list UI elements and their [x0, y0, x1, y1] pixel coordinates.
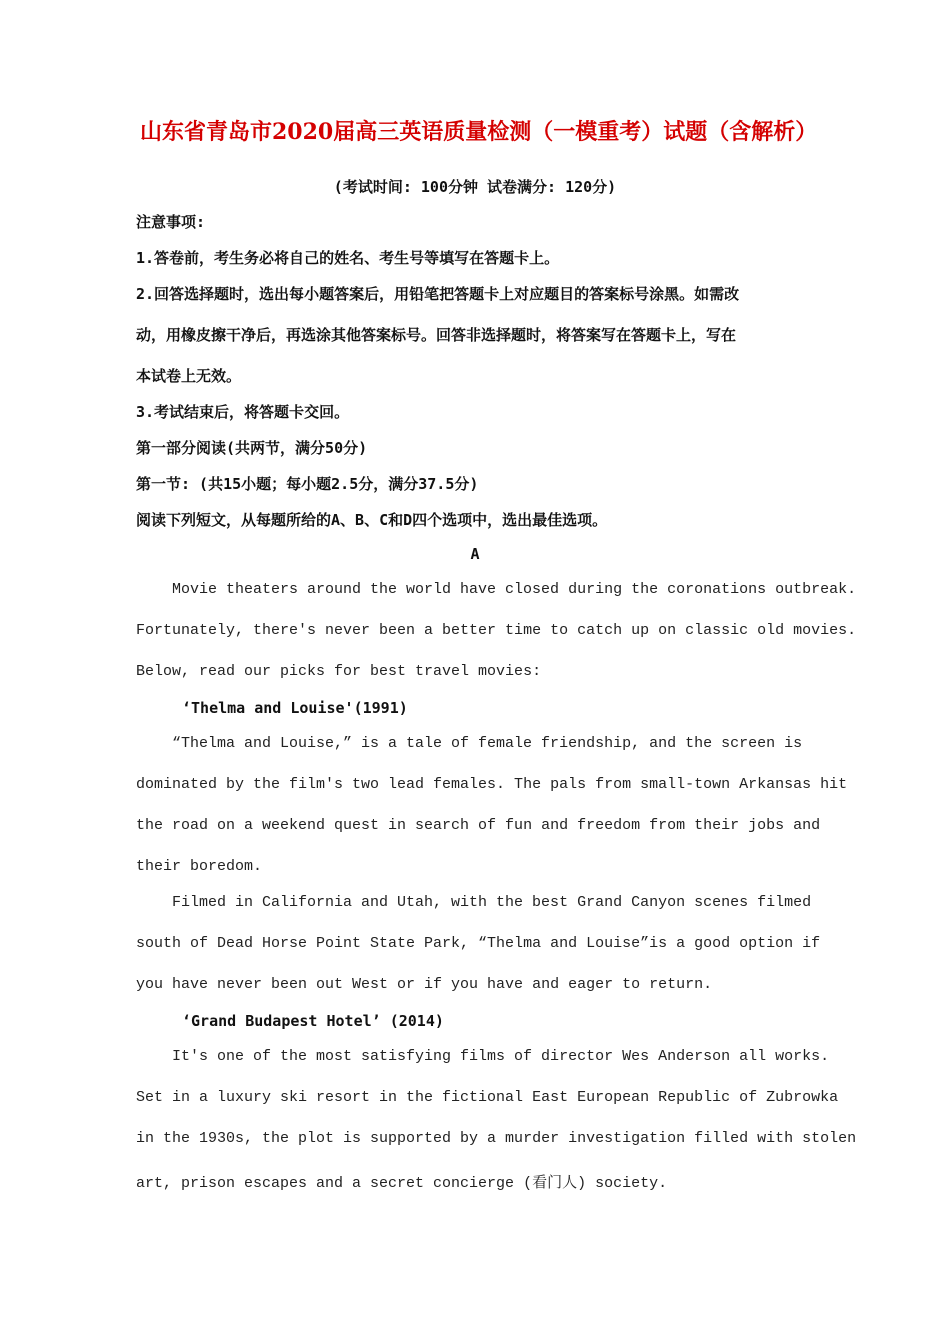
- movie1-para2-line-2: south of Dead Horse Point State Park, “Thelma and Louise”is a good option if: [136, 935, 821, 952]
- movie2-para1-line-4: art, prison escapes and a secret concierge (看门人) society.: [136, 1175, 668, 1192]
- movie1-para1-line-2: dominated by the film's two lead females. The pals from small-town Arkansas hit: [136, 776, 848, 793]
- movie1-para1-line-3: the road on a weekend quest in search of fun and freedom from their jobs and: [136, 817, 821, 834]
- notes-heading: 注意事项:: [136, 213, 206, 231]
- part-heading: 第一部分阅读(共两节，满分50分): [136, 439, 368, 457]
- movie-title-1: ‘Thelma and Louise'(1991): [182, 699, 408, 717]
- section-heading: 第一节: (共15小题；每小题2.5分，满分37.5分): [136, 475, 479, 493]
- exam-info: (考试时间: 100分钟 试卷满分: 120分): [333, 178, 617, 196]
- movie-title-2: ‘Grand Budapest Hotel’ (2014): [182, 1012, 444, 1030]
- note-item-3: 3.考试结束后，将答题卡交回。: [136, 403, 350, 421]
- intro-line-2: Fortunately, there's never been a better time to catch up on classic old movies.: [136, 622, 857, 639]
- note-item-2-line-1: 2.回答选择题时，选出每小题答案后，用铅笔把答题卡上对应题目的答案标号涂黑。如需改: [136, 285, 740, 303]
- movie2-para1-line-2: Set in a luxury ski resort in the fictional East European Republic of Zubrowka: [136, 1089, 839, 1106]
- movie1-para1-line-4: their boredom.: [136, 858, 263, 875]
- intro-line-3: Below, read our picks for best travel movies:: [136, 663, 542, 680]
- page-title: 山东省青岛市2020届高三英语质量检测（一模重考）试题（含解析）: [140, 119, 818, 145]
- passage-letter: A: [470, 545, 480, 563]
- note-item-2-line-3: 本试卷上无效。: [136, 367, 242, 385]
- movie1-para1-line-1: “Thelma and Louise,” is a tale of female friendship, and the screen is: [172, 735, 803, 752]
- note-item-1: 1.答卷前，考生务必将自己的姓名、考生号等填写在答题卡上。: [136, 249, 560, 267]
- movie1-para2-line-3: you have never been out West or if you have and eager to return.: [136, 976, 713, 993]
- reading-instruction: 阅读下列短文，从每题所给的A、B、C和D四个选项中，选出最佳选项。: [136, 511, 608, 529]
- movie2-para1-line-1: It's one of the most satisfying films of director Wes Anderson all works.: [172, 1048, 830, 1065]
- intro-line-1: Movie theaters around the world have closed during the coronations outbreak.: [172, 581, 857, 598]
- note-item-2-line-2: 动，用橡皮擦干净后，再选涂其他答案标号。回答非选择题时，将答案写在答题卡上，写在: [136, 326, 737, 344]
- movie2-para1-line-3: in the 1930s, the plot is supported by a murder investigation filled with stolen: [136, 1130, 857, 1147]
- movie1-para2-line-1: Filmed in California and Utah, with the best Grand Canyon scenes filmed: [172, 894, 812, 911]
